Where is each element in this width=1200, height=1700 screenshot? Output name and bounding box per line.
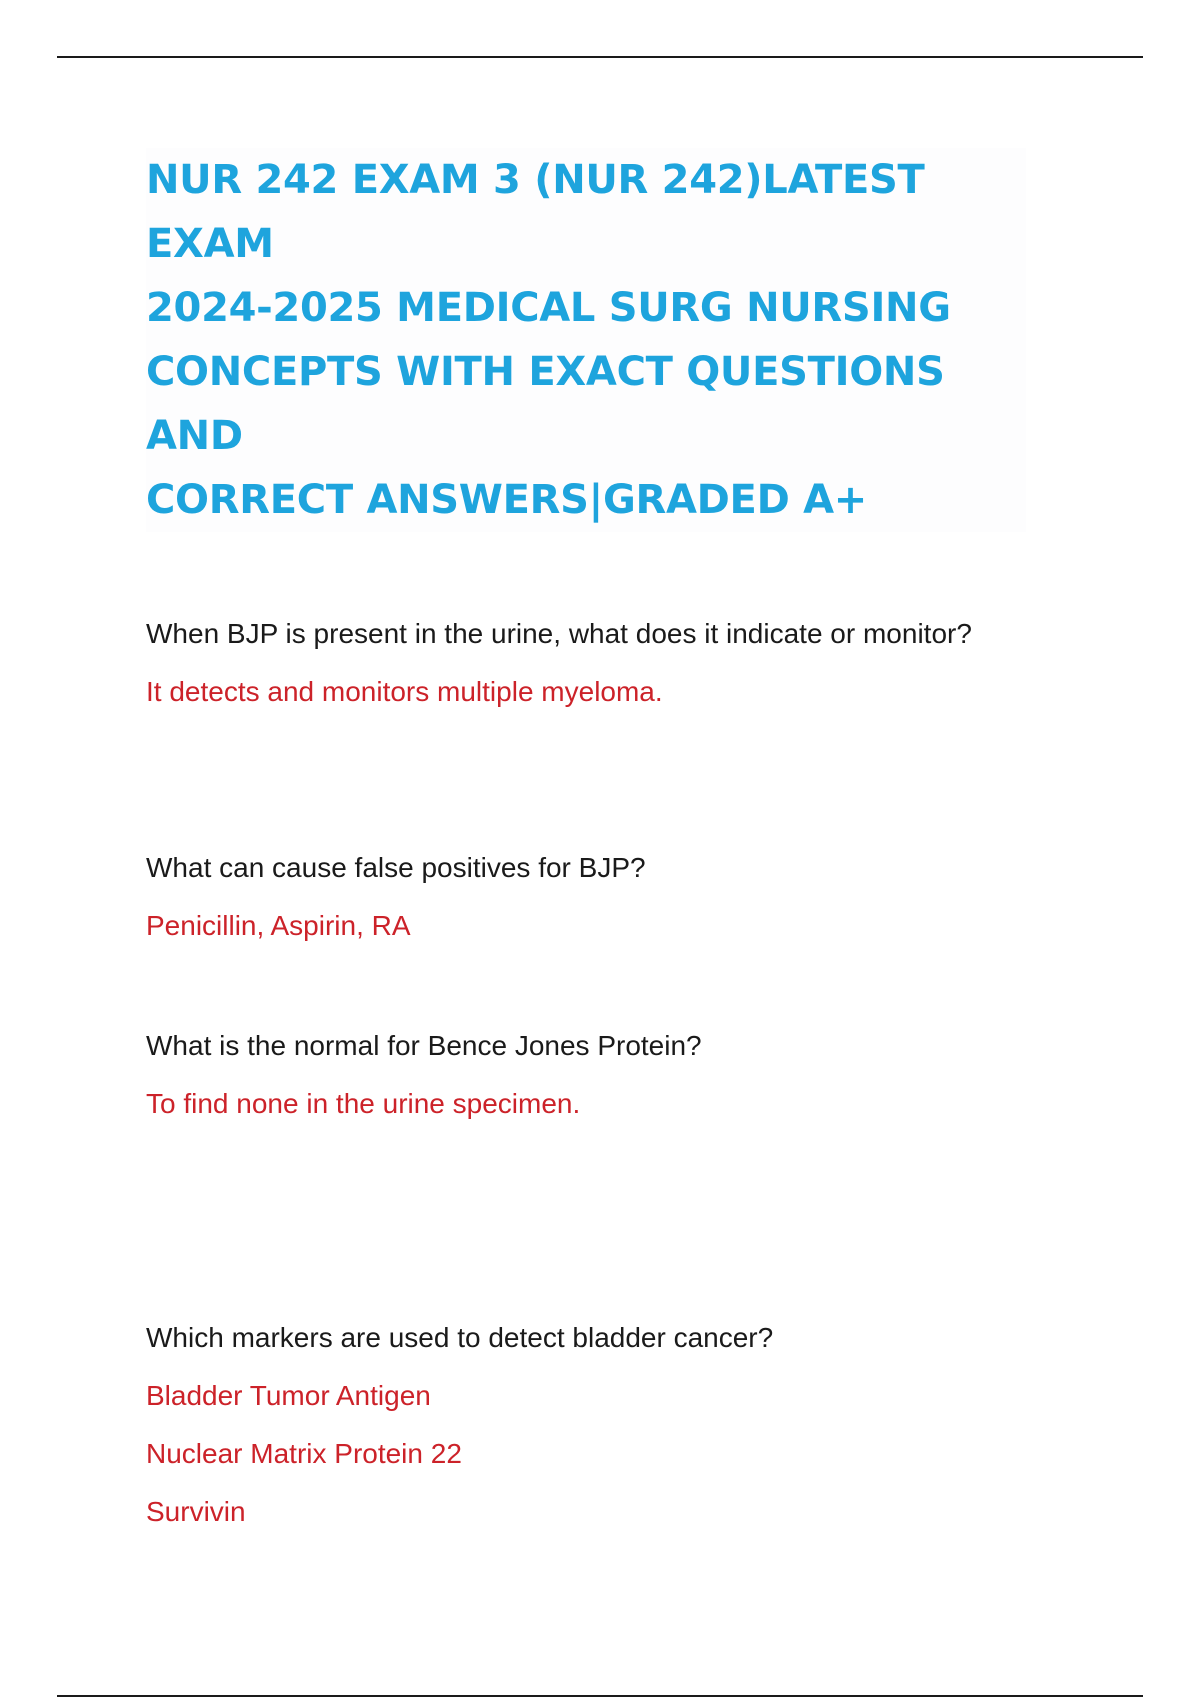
qa-item <box>146 850 1106 944</box>
answer-list <box>146 1378 1106 1530</box>
title-line: 2024-2025 MEDICAL SURG NURSING <box>146 285 951 331</box>
document-title <box>146 148 1026 532</box>
title-line: CORRECT ANSWERS|GRADED A+ <box>146 477 867 523</box>
title-line: CONCEPTS WITH EXACT QUESTIONS AND <box>146 349 945 459</box>
answer-text: Survivin <box>146 1496 246 1527</box>
top-divider <box>57 56 1143 58</box>
qa-item <box>146 1028 1106 1122</box>
question-text: When BJP is present in the urine, what does it indicate or monitor? <box>146 618 972 649</box>
answer-text: Bladder Tumor Antigen <box>146 1380 431 1411</box>
question-text: What can cause false positives for BJP? <box>146 852 646 883</box>
answer-text: Nuclear Matrix Protein 22 <box>146 1438 462 1469</box>
answer-text: Penicillin, Aspirin, RA <box>146 910 411 941</box>
answer-text: It detects and monitors multiple myeloma. <box>146 676 663 707</box>
bottom-divider <box>57 1695 1143 1697</box>
answer-text: To find none in the urine specimen. <box>146 1088 581 1119</box>
title-line: NUR 242 EXAM 3 (NUR 242)LATEST EXAM <box>146 157 925 267</box>
qa-item <box>146 1320 1106 1530</box>
question-text: What is the normal for Bence Jones Protein? <box>146 1030 702 1061</box>
question-text: Which markers are used to detect bladder cancer? <box>146 1322 774 1353</box>
qa-item <box>146 616 1106 710</box>
